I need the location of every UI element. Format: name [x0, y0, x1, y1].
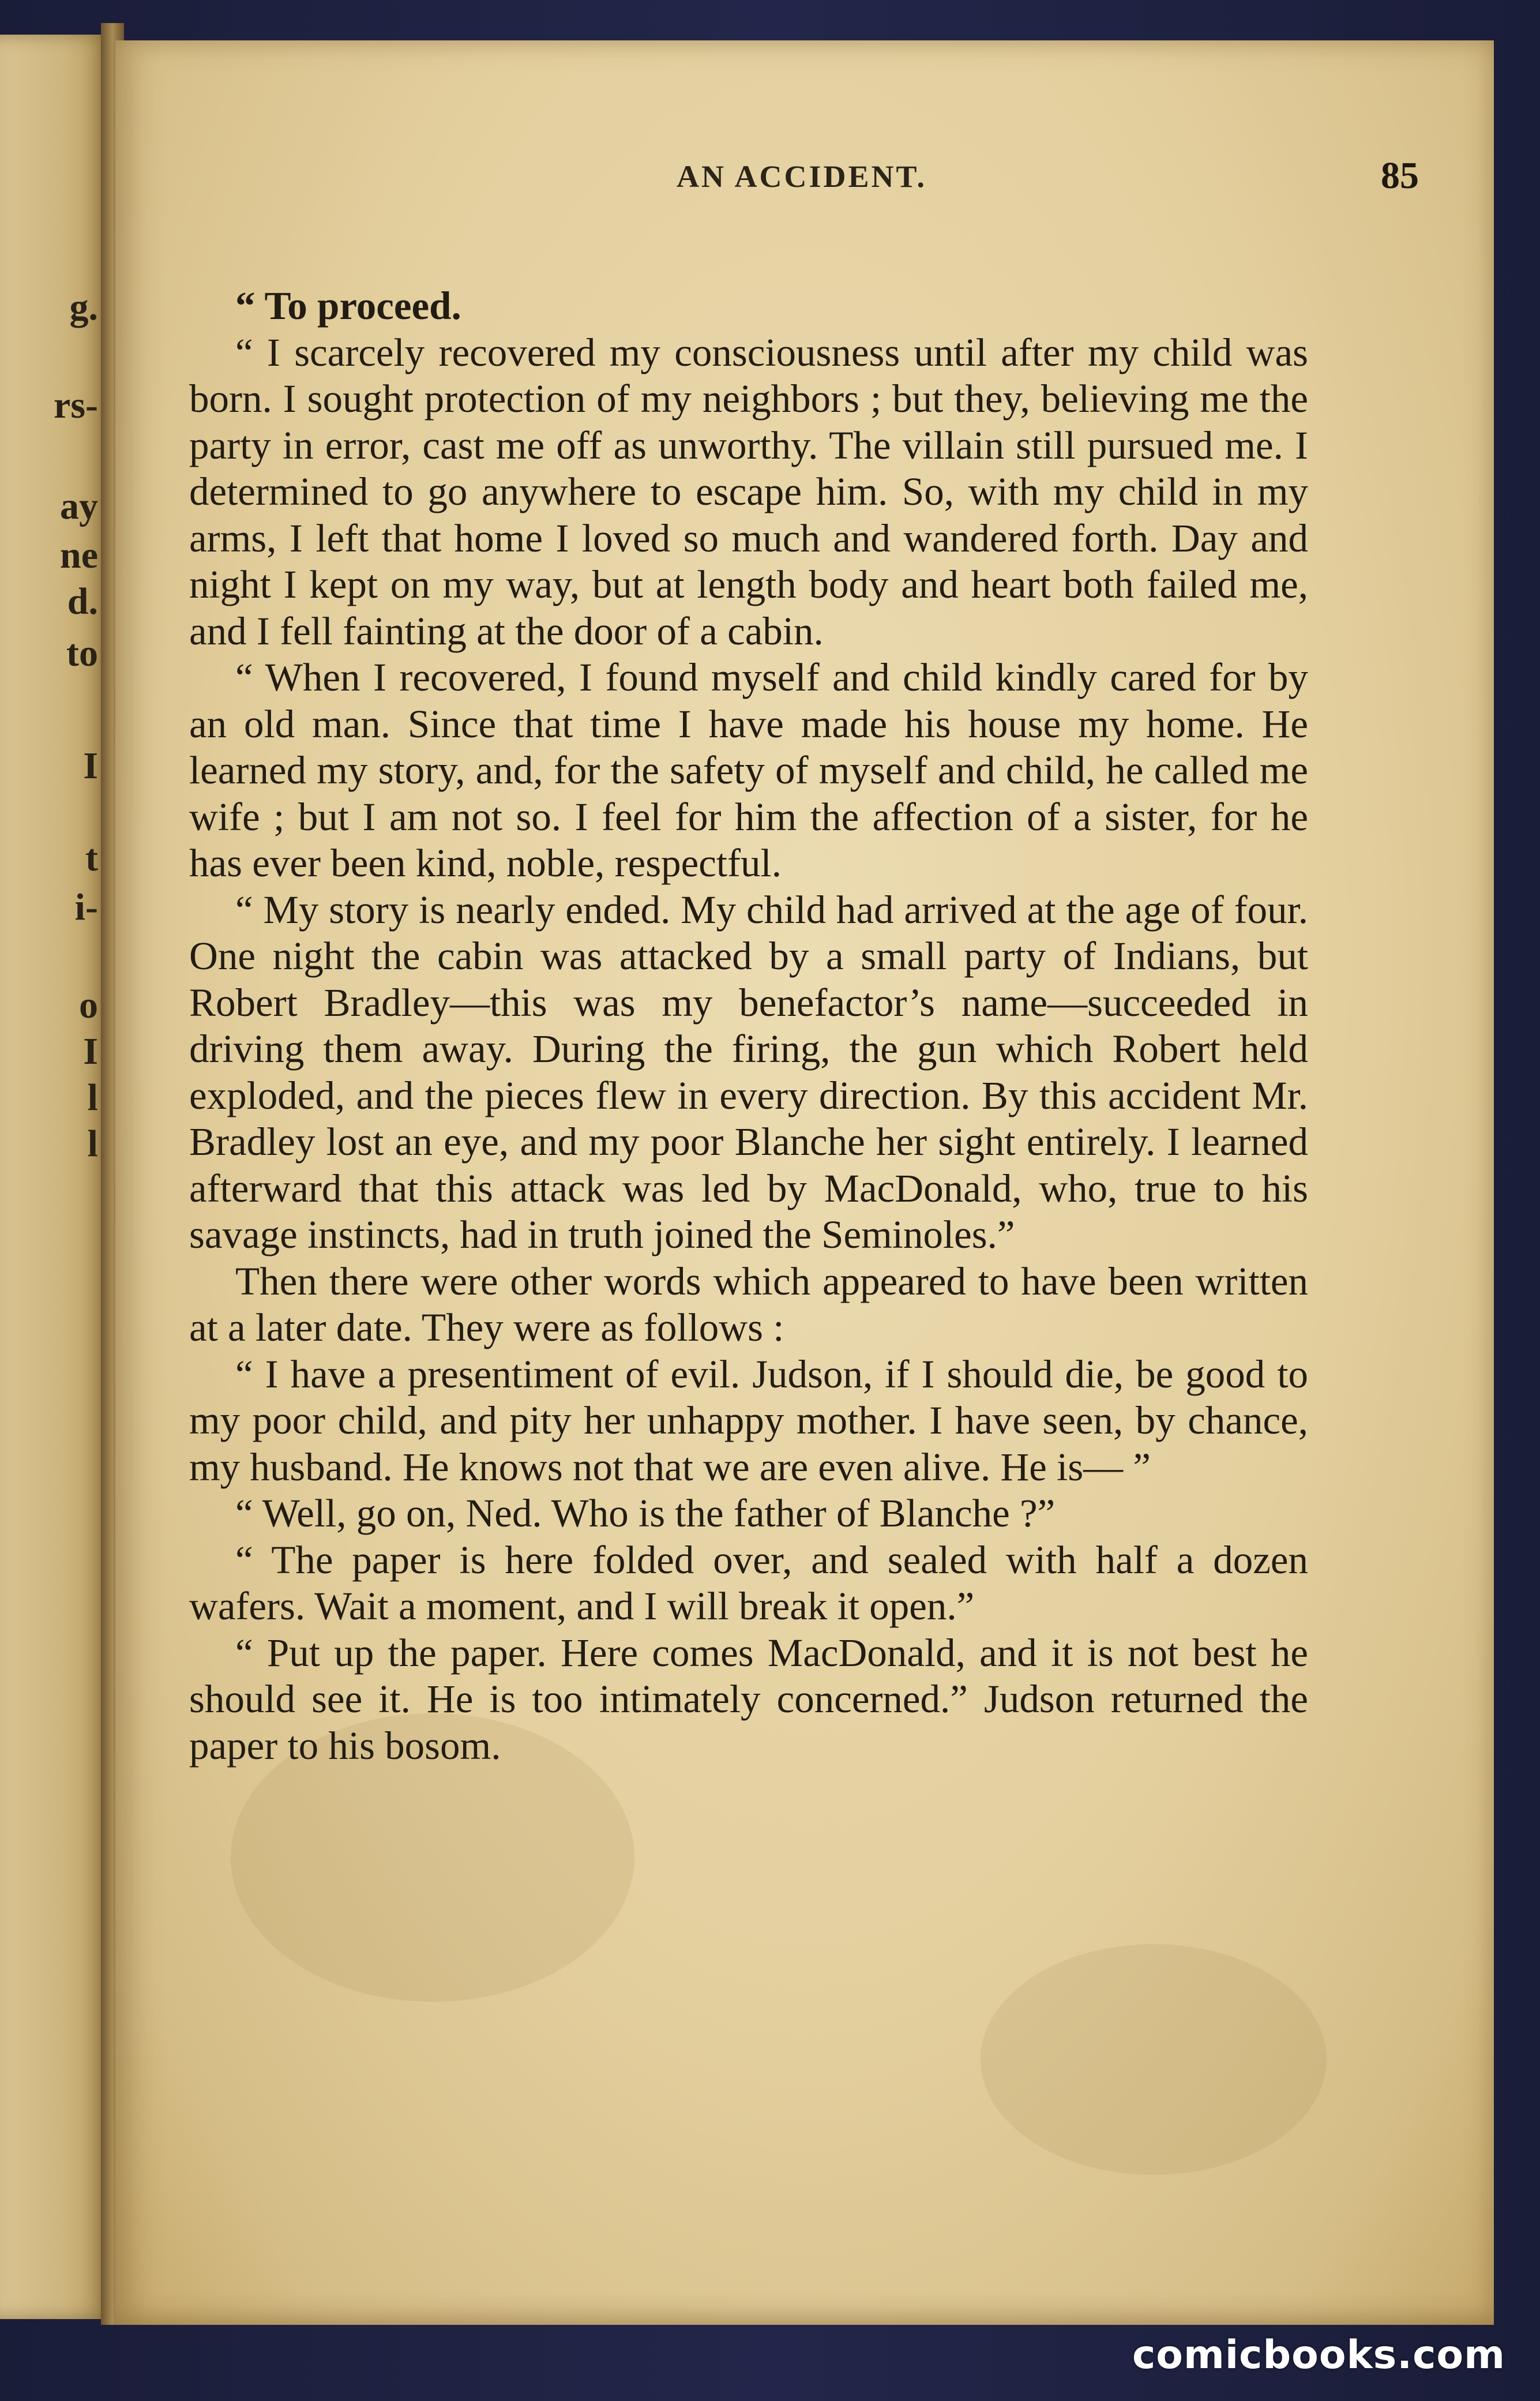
left-page-fragment: g. [69, 286, 98, 328]
left-page-fragment: ay [60, 485, 98, 527]
facing-left-page [0, 35, 110, 2319]
paragraph: “ Put up the paper. Here comes MacDonald, and it is not best he should see it. He is too intimately concerned.” Judson returned the paper to his bosom. [189, 1630, 1308, 1768]
left-page-fragment: l [87, 1123, 98, 1165]
left-page-fragment: I [83, 745, 98, 787]
left-page-fragment: rs- [54, 384, 98, 426]
running-head: AN ACCIDENT. [676, 159, 927, 194]
site-watermark: comicbooks.com [1132, 2332, 1505, 2378]
page-number: 85 [1381, 155, 1419, 197]
paragraph: “ The paper is here folded over, and sealed with half a dozen wafers. Wait a moment, and I will break it open.” [189, 1537, 1308, 1628]
paragraph: “ My story is nearly ended. My child had arrived at the age of four. One night the cabin was attacked by a small party of Indians, but Robert Bradley—this was my benefactor’s name—succeeded in driving them away. During the firing, the gun which Robert held exploded, and the pieces flew in every direction. By this accident Mr. Bradley lost an eye, and my poor Blanche her sight entirely. I learned afterward that this attack was led by MacDonald, who, true to his savage instincts, had in truth joined the Seminoles.” [189, 887, 1308, 1256]
paragraph: “ I scarcely recovered my consciousness until after my child was born. I sought protection of my neighbors ; but they, believing me the party in error, cast me off as unworthy. The villain still pursued me. I determined to go anywhere to escape him. So, with my child in my arms, I left that home I loved so much and wandered forth. Day and night I kept on my way, but at length body and heart both failed me, and I fell fainting at the door of a cabin. [189, 330, 1308, 653]
paragraph: “ To proceed. [235, 284, 461, 328]
paragraph: “ When I recovered, I found myself and child kindly cared for by an old man. Since that time I have made his house my home. He learned my story, and, for the safety of myself and child, he called me wife ; but I am not so. I feel for him the affection of a sister, for he has ever been kind, noble, respectful. [189, 655, 1308, 885]
left-page-fragment: to [66, 632, 98, 674]
paper-stain [981, 1944, 1327, 2175]
paragraph: “ I have a presentiment of evil. Judson, if I should die, be good to my poor child, and pity her unhappy mother. I have seen, by chance, my husband. He knows not that we are even alive. He is— ” [189, 1352, 1308, 1489]
paragraph: Then there were other words which appeared to have been written at a later date. They were as follows : [189, 1259, 1308, 1349]
left-page-fragment: d. [67, 580, 98, 622]
page-body-text [189, 283, 1308, 1769]
paragraph: “ Well, go on, Ned. Who is the father of Blanche ?” [235, 1491, 1056, 1535]
left-page-fragment: t [85, 837, 98, 879]
book-page [115, 40, 1494, 2325]
left-page-fragment: I [83, 1030, 98, 1072]
left-page-fragment: l [87, 1076, 98, 1119]
left-page-fragment: o [79, 984, 98, 1026]
left-page-fragment: ne [60, 534, 98, 576]
page-header [185, 155, 1419, 211]
left-page-fragment: i- [74, 886, 98, 928]
